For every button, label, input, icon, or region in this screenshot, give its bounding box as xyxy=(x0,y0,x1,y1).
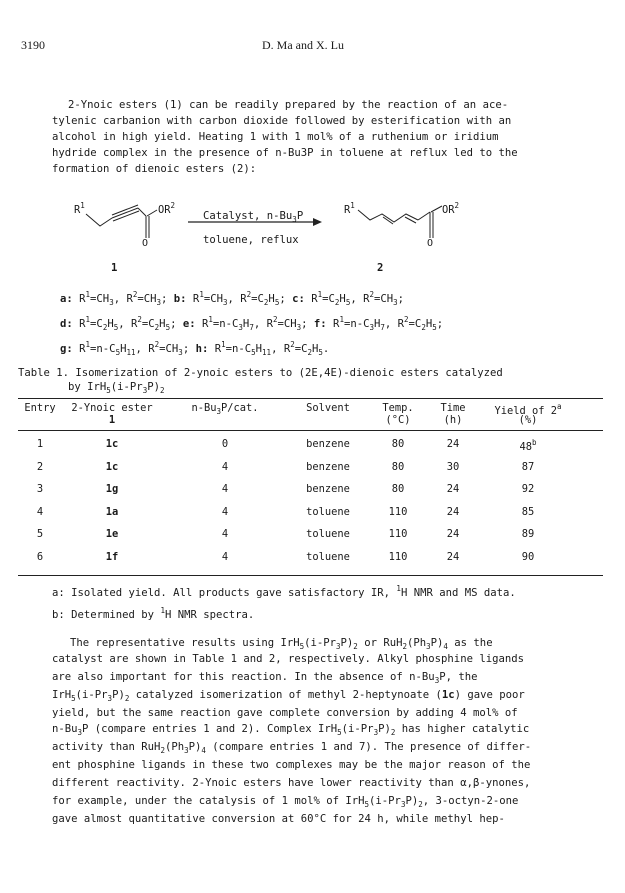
body-line-9: different reactivity. 2-Ynoic esters have lower reactivity than α,β-ynones, xyxy=(52,777,531,789)
header-solvent: Solvent xyxy=(306,402,350,414)
table-cell-time xyxy=(428,461,478,473)
carbonyl-o-1: O xyxy=(142,238,149,249)
scheme-structures xyxy=(60,188,580,258)
table-cell-temp xyxy=(368,438,428,450)
header-yield-note: a xyxy=(557,402,562,411)
table-cell-entry xyxy=(18,506,62,518)
table-caption-line-1: Table 1. Isomerization of 2-ynoic esters to (2E,4E)-dienoic esters catalyzed xyxy=(18,367,503,379)
cell-text: 24 xyxy=(446,438,460,450)
footnote-b: b: Determined by $^1$H NMR spectra. xyxy=(52,606,255,621)
table-cell-solvent xyxy=(288,438,368,450)
cell-text: benzene xyxy=(306,438,350,450)
cell-text: toluene xyxy=(306,528,350,540)
table-cell-ratio xyxy=(162,461,288,473)
table-cell-yield xyxy=(478,438,578,453)
cell-text: 80 xyxy=(391,438,405,450)
cell-text: 4 xyxy=(221,505,229,518)
cell-text: 6 xyxy=(36,550,44,563)
yield-footnote-mark: b xyxy=(532,438,537,447)
ester-1-structure xyxy=(86,205,157,238)
header-ester-sub: 1 xyxy=(108,414,116,426)
cell-text: 87 xyxy=(521,460,535,473)
table-cell-ester xyxy=(62,506,162,518)
table-header-rule xyxy=(18,430,603,431)
cell-text: 80 xyxy=(391,460,405,473)
body-line-10: for example, under the catalysis of 1 mol% of $IrH_5(i-Pr_3P)_2$, 3-octyn-2-one xyxy=(52,795,519,809)
intro-line-4: hydride complex in the presence of n-Bu3P in toluene at reflux led to the xyxy=(52,147,518,159)
table-cell-yield xyxy=(478,528,578,540)
cell-text: 4 xyxy=(36,505,44,518)
cell-text: 0 xyxy=(221,438,229,450)
cell-text: 4 xyxy=(221,528,229,540)
cell-text: 4 xyxy=(221,460,229,473)
cell-text: 110 xyxy=(388,505,408,518)
header-yield-unit: (%) xyxy=(518,414,538,426)
table-cell-time xyxy=(428,438,478,450)
body-line-8: ent phosphine ligands in these two complexes may be the major reason of the xyxy=(52,759,531,771)
table-cell-solvent xyxy=(288,483,368,495)
cell-text: 85 xyxy=(521,505,535,518)
table-cell-yield xyxy=(478,506,578,518)
cell-text: benzene xyxy=(306,460,350,473)
table-bottom-rule xyxy=(18,575,603,576)
cell-text: 1a xyxy=(105,505,119,518)
header-ester: 2-Ynoic ester xyxy=(71,402,153,414)
table-cell-temp xyxy=(368,528,428,540)
table-cell-ester xyxy=(62,461,162,473)
legend-line-2: d: $R^1=C_2H_5$, $R^2=C_2H_5$; e: $R^1=n-C_3H_7$, $R^2=CH_3$; f: $R^1=n-C_3H_7$, $R^2=C_2H_5$; xyxy=(60,315,444,332)
cell-text: 4 xyxy=(221,550,229,563)
cell-text: 90 xyxy=(521,550,535,563)
table-cell-entry xyxy=(18,461,62,473)
cell-text: 2 xyxy=(36,460,44,473)
table-cell-time xyxy=(428,506,478,518)
table-cell-temp xyxy=(368,551,428,563)
compound-1-label: 1 xyxy=(111,262,118,274)
dienoate-2-structure xyxy=(358,206,442,238)
cell-text: 1 xyxy=(36,438,44,450)
header-yield-text: Yield of 2 xyxy=(494,405,558,417)
table-cell-entry xyxy=(18,483,62,495)
cell-text: 3 xyxy=(36,483,44,495)
table-cell-ratio xyxy=(162,551,288,563)
table-top-rule xyxy=(18,398,603,399)
cell-text: 4 xyxy=(221,483,229,495)
cell-text: 48 xyxy=(519,441,532,453)
cell-text: 24 xyxy=(446,483,460,495)
header-temp: Temp. xyxy=(382,402,414,414)
cell-text: toluene xyxy=(306,505,350,518)
table-cell-solvent xyxy=(288,528,368,540)
or2-label-1: $OR^2$ xyxy=(158,201,176,216)
cell-text: 92 xyxy=(521,483,535,495)
table-cell-yield xyxy=(478,461,578,473)
body-line-1: The representative results using $IrH_5(i-Pr_3P)_2$ or $RuH_2(Ph_3P)_4$ as the xyxy=(70,637,493,651)
table-cell-temp xyxy=(368,506,428,518)
table-cell-ratio xyxy=(162,483,288,495)
cell-text: 1c xyxy=(105,438,119,450)
compound-2-label: 2 xyxy=(377,262,384,274)
table-cell-entry xyxy=(18,528,62,540)
arrow-head xyxy=(313,218,322,226)
body-line-7: activity than $RuH_2(Ph_3P)_4$ (compare entries 1 and 7). The presence of differ- xyxy=(52,741,532,755)
r1-label-2: $R^1$ xyxy=(344,201,355,216)
cell-text: 30 xyxy=(446,460,460,473)
table-cell-entry xyxy=(18,438,62,450)
footnote-a: a: Isolated yield. All products gave satisfactory IR, $^1$H NMR and MS data. xyxy=(52,584,516,599)
cell-text: toluene xyxy=(306,550,350,563)
catalyst-label: Catalyst, $n-Bu_3P$ xyxy=(203,210,304,224)
header-ratio: $n-Bu_3P$/cat. xyxy=(191,402,259,416)
cell-text: 24 xyxy=(446,505,460,518)
cell-text: 24 xyxy=(446,550,460,563)
running-title xyxy=(262,38,344,53)
table-cell-temp xyxy=(368,461,428,473)
body-line-2: catalyst are shown in Table 1 and 2, respectively. Alkyl phosphine ligands xyxy=(52,653,524,665)
cell-text: 1f xyxy=(105,550,119,563)
cell-text: 1e xyxy=(105,528,119,540)
table-caption-line-2: by $IrH_5(i-Pr_3P)_2$ xyxy=(68,381,165,395)
carbonyl-o-2: O xyxy=(427,238,434,249)
table-cell-time xyxy=(428,551,478,563)
header-time: Time xyxy=(440,402,466,414)
header-time-unit: (h) xyxy=(443,414,463,426)
cell-text: 1c xyxy=(105,460,119,473)
table-cell-ester xyxy=(62,483,162,495)
cell-text: 80 xyxy=(391,483,405,495)
legend-line-3: g: $R^1=n-C_5H_{11}$, $R^2=CH_3$; h: $R^1=n-C_5H_{11}$, $R^2=C_2H_5$. xyxy=(60,340,330,357)
body-line-4: $IrH_5(i-Pr_3P)_2$ catalyzed isomerization of methyl 2-heptynoate (1c) gave poor xyxy=(52,689,525,703)
cell-text: benzene xyxy=(306,483,350,495)
table-cell-ester xyxy=(62,551,162,563)
cell-text: 110 xyxy=(388,550,408,563)
page-number: 3190 xyxy=(21,38,45,52)
legend-line-1: a: $R^1=CH_3$, $R^2=CH_3$; b: $R^1=CH_3$, $R^2=C_2H_5$; c: $R^1=C_2H_5$, $R^2=CH_3$; xyxy=(60,290,405,307)
table-cell-time xyxy=(428,528,478,540)
table-cell-solvent xyxy=(288,461,368,473)
conditions-label: toluene, reflux xyxy=(203,234,299,246)
table-cell-yield xyxy=(478,483,578,495)
table-cell-time xyxy=(428,483,478,495)
cell-text: 5 xyxy=(36,528,44,540)
intro-line-2: tylenic carbanion with carbon dioxide followed by esterification with an xyxy=(52,115,512,127)
table-cell-solvent xyxy=(288,506,368,518)
table-cell-ester xyxy=(62,528,162,540)
intro-line-3: alcohol in high yield. Heating 1 with 1 mol% of a ruthenium or iridium xyxy=(52,131,499,143)
table-cell-entry xyxy=(18,551,62,563)
or2-label-2: $OR^2$ xyxy=(442,201,460,216)
r1-label-1: $R^1$ xyxy=(74,201,85,216)
cell-text: 1g xyxy=(105,483,119,495)
cell-text: 89 xyxy=(521,528,535,540)
table-cell-yield xyxy=(478,551,578,563)
intro-line-1: 2-Ynoic esters (1) can be readily prepared by the reaction of an ace- xyxy=(68,99,509,111)
body-line-5: yield, but the same reaction gave complete conversion by adding 4 mol% of xyxy=(52,707,518,719)
table-cell-temp xyxy=(368,483,428,495)
table-cell-ratio xyxy=(162,528,288,540)
cell-text: 24 xyxy=(446,528,460,540)
header-temp-unit: (°C) xyxy=(385,414,411,426)
table-cell-solvent xyxy=(288,551,368,563)
header-entry: Entry xyxy=(24,402,56,414)
running-title-text: D. Ma and X. Lu xyxy=(262,38,344,52)
body-line-6: $n-Bu_3P$ (compare entries 1 and 2). Complex $IrH_5(i-Pr_3P)_2$ has higher catalytic xyxy=(52,723,530,737)
cell-text: 110 xyxy=(388,528,408,540)
table-cell-ratio xyxy=(162,506,288,518)
body-line-11: gave almost quantitative conversion at 60°C for 24 h, while methyl hep- xyxy=(52,813,505,825)
table-cell-ratio xyxy=(162,438,288,450)
intro-line-5: formation of dienoic esters (2): xyxy=(52,163,257,175)
body-line-3: are also important for this reaction. In the absence of $n-Bu_3P$, the xyxy=(52,671,478,685)
table-cell-ester xyxy=(62,438,162,450)
